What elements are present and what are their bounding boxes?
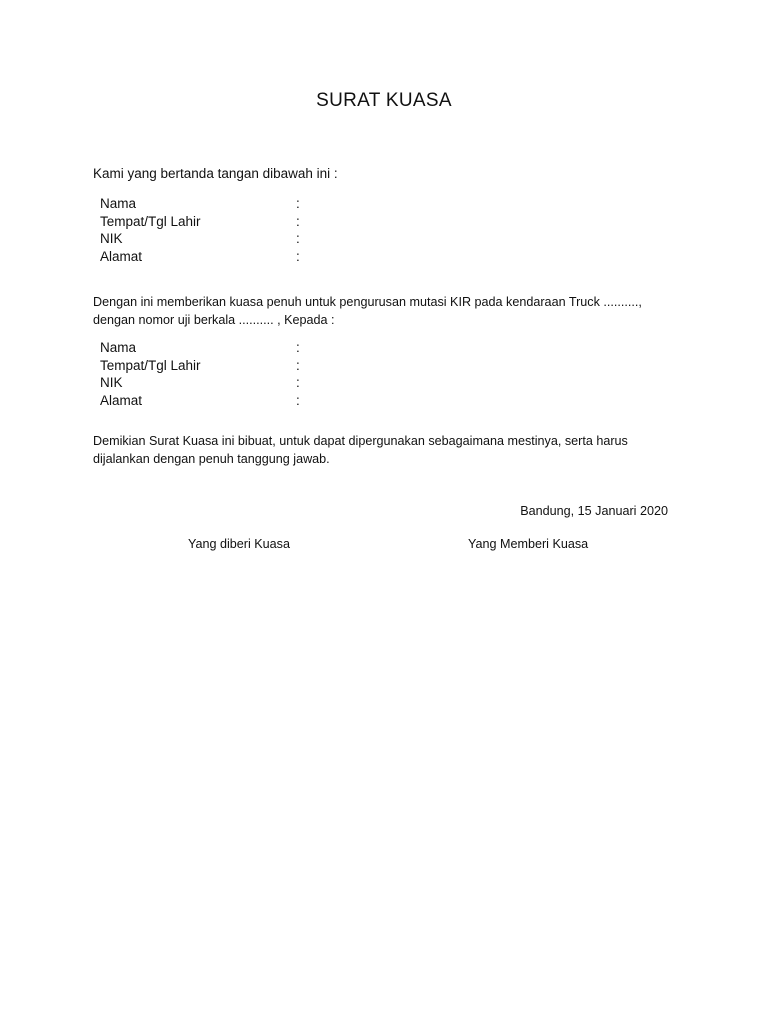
field-colon: : [296,231,300,246]
field-colon: : [296,248,300,264]
field-label: Alamat [100,392,143,408]
field-label: NIK [100,375,123,390]
field-colon: : [296,213,300,229]
closing-paragraph [93,432,693,468]
closing-line: dijalankan dengan penuh tanggung jawab. [93,452,330,466]
intro-text: Kami yang bertanda tangan dibawah ini : [93,166,338,181]
field-label: Alamat [100,248,143,264]
field-colon: : [296,375,300,390]
purpose-paragraph [93,293,693,329]
field-label: Tempat/Tgl Lahir [100,357,201,373]
field-colon: : [296,340,300,355]
purpose-line: dengan nomor uji berkala .......... , Kepada : [93,313,335,327]
field-label: NIK [100,231,123,246]
closing-line: Demikian Surat Kuasa ini bibuat, untuk dapat dipergunakan sebagaimana mestinya, serta harus [93,434,628,448]
signature-grantor-label: Yang Memberi Kuasa [468,537,589,551]
field-label: Nama [100,196,137,211]
field-label: Nama [100,340,137,355]
place-date: Bandung, 15 Januari 2020 [520,504,668,518]
purpose-line: Dengan ini memberikan kuasa penuh untuk pengurusan mutasi KIR pada kendaraan Truck .........., [93,295,642,309]
document-title: SURAT KUASA [316,90,452,111]
signature-grantee-label: Yang diberi Kuasa [188,537,290,551]
field-colon: : [296,392,300,408]
field-label: Tempat/Tgl Lahir [100,213,201,229]
field-colon: : [296,357,300,373]
field-colon: : [296,196,300,211]
